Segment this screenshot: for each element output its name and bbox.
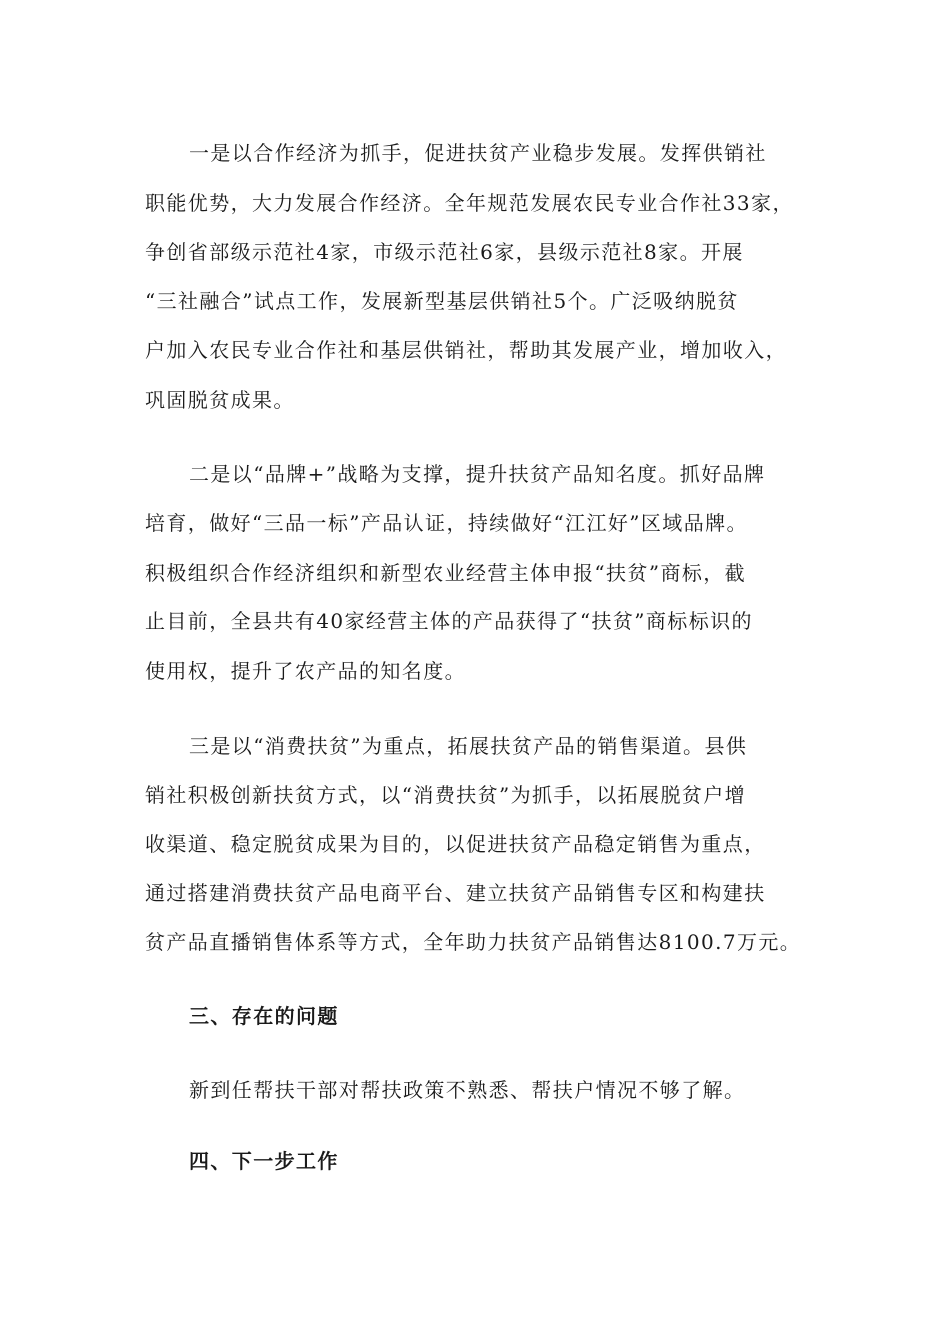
- paragraph-line: “三社融合”试点工作，发展新型基层供销社5个。广泛吸纳脱贫: [145, 289, 739, 313]
- paragraph-line: 贫产品直播销售体系等方式，全年助力扶贫产品销售达8100.7万元。: [145, 930, 802, 954]
- paragraph-line: 巩固脱贫成果。: [145, 388, 295, 412]
- section-heading: 三、存在的问题: [189, 1004, 339, 1028]
- paragraph-line: 二是以“品牌+”战略为支撑，提升扶贫产品知名度。抓好品牌: [189, 462, 766, 486]
- paragraph-line: 户加入农民专业合作社和基层供销社，帮助其发展产业，增加收入，: [145, 338, 787, 362]
- paragraph-line: 收渠道、稳定脱贫成果为目的，以促进扶贫产品稳定销售为重点，: [145, 832, 766, 856]
- paragraph-line: 一是以合作经济为抓手，促进扶贫产业稳步发展。发挥供销社: [189, 141, 767, 165]
- section-heading: 四、下一步工作: [189, 1149, 339, 1173]
- section-body: 新到任帮扶干部对帮扶政策不熟悉、帮扶户情况不够了解。: [189, 1078, 746, 1102]
- paragraph-line: 止目前，全县共有40家经营主体的产品获得了“扶贫”商标标识的: [145, 609, 753, 633]
- paragraph-line: 培育，做好“三品一标”产品认证，持续做好“江江好”区域品牌。: [145, 511, 748, 535]
- paragraph-line: 争创省部级示范社4家，市级示范社6家，县级示范社8家。开展: [145, 240, 744, 264]
- paragraph-line: 积极组织合作经济组织和新型农业经营主体申报“扶贫”商标，截: [145, 561, 747, 585]
- paragraph-line: 使用权，提升了农产品的知名度。: [145, 659, 466, 683]
- paragraph-line: 通过搭建消费扶贫产品电商平台、建立扶贫产品销售专区和构建扶: [145, 881, 766, 905]
- paragraph-line: 职能优势，大力发展合作经济。全年规范发展农民专业合作社33家，: [145, 191, 794, 215]
- paragraph-line: 三是以“消费扶贫”为重点，拓展扶贫产品的销售渠道。县供: [189, 734, 748, 758]
- paragraph-line: 销社积极创新扶贫方式，以“消费扶贫”为抓手，以拓展脱贫户增: [145, 783, 747, 807]
